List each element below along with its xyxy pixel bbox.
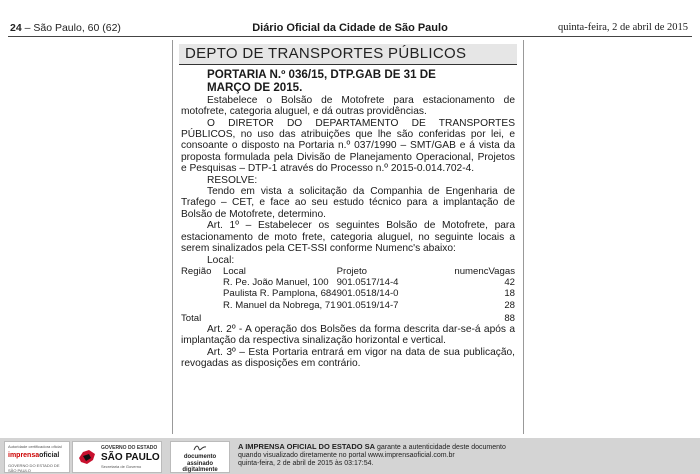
badge-line3: digitalmente (182, 467, 218, 473)
signature-icon (193, 444, 207, 452)
total-label: Total (181, 312, 202, 324)
region-cell (181, 300, 223, 311)
empty-cell (337, 311, 421, 324)
legal-line2: quando visualizado diretamente no portal www.imprensaoficial.com.br (238, 452, 455, 459)
sp-label: SÃO PAULO (101, 452, 160, 463)
governo-sp-logo (72, 441, 162, 473)
digital-signature-badge (170, 441, 230, 473)
authenticity-notice (238, 443, 506, 468)
newspaper-title: Diário Oficial da Cidade de São Paulo (252, 22, 448, 34)
empty-cell (223, 311, 337, 324)
badge-line2: assinado (186, 460, 213, 467)
article-3-paragraph: Art. 3º – Esta Portaria entrará em vigor na data de sua publicação, revogadas as disposições em contrário. (181, 346, 515, 370)
empty-cell (421, 311, 489, 324)
portaria-title (207, 68, 511, 95)
page-footer (0, 438, 700, 474)
page-header (0, 0, 700, 34)
header-rule (8, 36, 692, 37)
table-total-row (181, 311, 515, 324)
table-row (181, 277, 515, 288)
region-cell (181, 288, 223, 299)
region-cell (181, 277, 223, 288)
page-label: 24 (10, 22, 22, 34)
logo-brand-a: imprensa (8, 452, 40, 459)
section-heading: DEPTO DE TRANSPORTES PÚBLICOS (179, 44, 517, 65)
legal-rest: garante a autenticidade deste documento (375, 444, 506, 451)
logo-subcaption: GOVERNO DO ESTADO DE SÃO PAULO (8, 463, 60, 473)
portaria-title-line2: MARÇO DE 2015. (207, 81, 303, 95)
table-row (181, 300, 515, 311)
local-cell: R. Pe. João Manuel, 100 (223, 277, 329, 289)
resolve-line: RESOLVE: (207, 174, 258, 186)
projeto-cell: 901.0517/14-4 (336, 277, 399, 289)
considering-paragraph: Tendo em vista a solicitação da Companhia de Engenharia de Trafego – CET, e face ao seu estudo técnico para a implantação de Bolsão de Motofrete, determino. (181, 186, 515, 220)
projeto-cell: 901.0518/14-0 (336, 288, 399, 300)
publication-date: quinta-feira, 2 de abril de 2015 (557, 22, 688, 33)
badge-line1: documento (183, 454, 217, 460)
secretaria-label: Secretaria de Governo (101, 464, 142, 469)
table-header-cell: Projeto (336, 265, 367, 277)
table-header-row (181, 266, 515, 277)
legal-bold: A IMPRENSA OFICIAL DO ESTADO SA (238, 442, 376, 451)
legal-line1 (238, 443, 506, 452)
gov-label: GOVERNO DO ESTADO (101, 445, 158, 451)
badge-text (171, 454, 229, 474)
article-column (172, 40, 524, 434)
vagas-cell: 28 (504, 299, 515, 311)
article-body (181, 68, 515, 370)
numenc-cell (421, 288, 489, 299)
vagas-cell: 18 (504, 288, 515, 300)
vagas-cell: 42 (504, 277, 515, 289)
page-location: – São Paulo, 60 (62) (21, 22, 121, 34)
table-header-cell: Local (223, 265, 246, 277)
numenc-cell (421, 277, 489, 288)
state-map-icon (77, 448, 97, 466)
bolsao-table (181, 266, 515, 324)
table-header-cell: Região (181, 265, 212, 277)
preamble-paragraph: O DIRETOR DO DEPARTAMENTO DE TRANSPORTES PÚBLICOS, no uso das atribuições que lhe são conferidas por lei, e consoante o disposto na Portaria n.º 037/1990 – SMT/GAB e á vista da proposta formulada pela Divisão de Planejamento Operacional, Projetos e Pesquisas – DTP-1 através do Processo n.º 2015-0.014.702-4. (181, 117, 515, 175)
local-cell: R. Manuel da Nobrega, 71 (223, 299, 336, 311)
logo-caption: Autoridade certificadora oficial (8, 444, 62, 449)
article-1-paragraph: Art. 1º – Estabelecer os seguintes Bolsão de Motofrete, para estacionamento de moto frete, categoria aluguel, no seguinte locais a serem sinalizados pela CET-SSI conforme Numenc's abaixo: (181, 220, 515, 255)
imprensa-oficial-logo (4, 441, 70, 473)
logo-brand (8, 452, 59, 459)
ementa-paragraph: Estabelece o Bolsão de Motofrete para estacionamento de motofrete, categoria aluguel, e dá outras providências. (181, 94, 515, 118)
logo-brand-b: oficial (39, 452, 60, 459)
table-header-cell: numenc (454, 265, 489, 277)
article-2-paragraph: Art. 2º - A operação dos Bolsões da forma descrita dar-se-á após a implantação da respectiva sinalização horizontal e vertical. (181, 323, 515, 347)
portaria-title-line1: PORTARIA N.º 036/15, DTP.GAB DE 31 DE (207, 68, 436, 81)
local-cell: Paulista R. Pamplona, 684 (223, 288, 337, 300)
table-row (181, 288, 515, 299)
projeto-cell: 901.0519/14-7 (336, 299, 399, 311)
numenc-cell (421, 300, 489, 311)
local-label: Local: (207, 254, 235, 266)
table-header-cell: Vagas (488, 265, 515, 277)
total-value: 88 (504, 312, 515, 324)
legal-line3: quinta-feira, 2 de abril de 2015 às 03:17:54. (238, 460, 374, 467)
